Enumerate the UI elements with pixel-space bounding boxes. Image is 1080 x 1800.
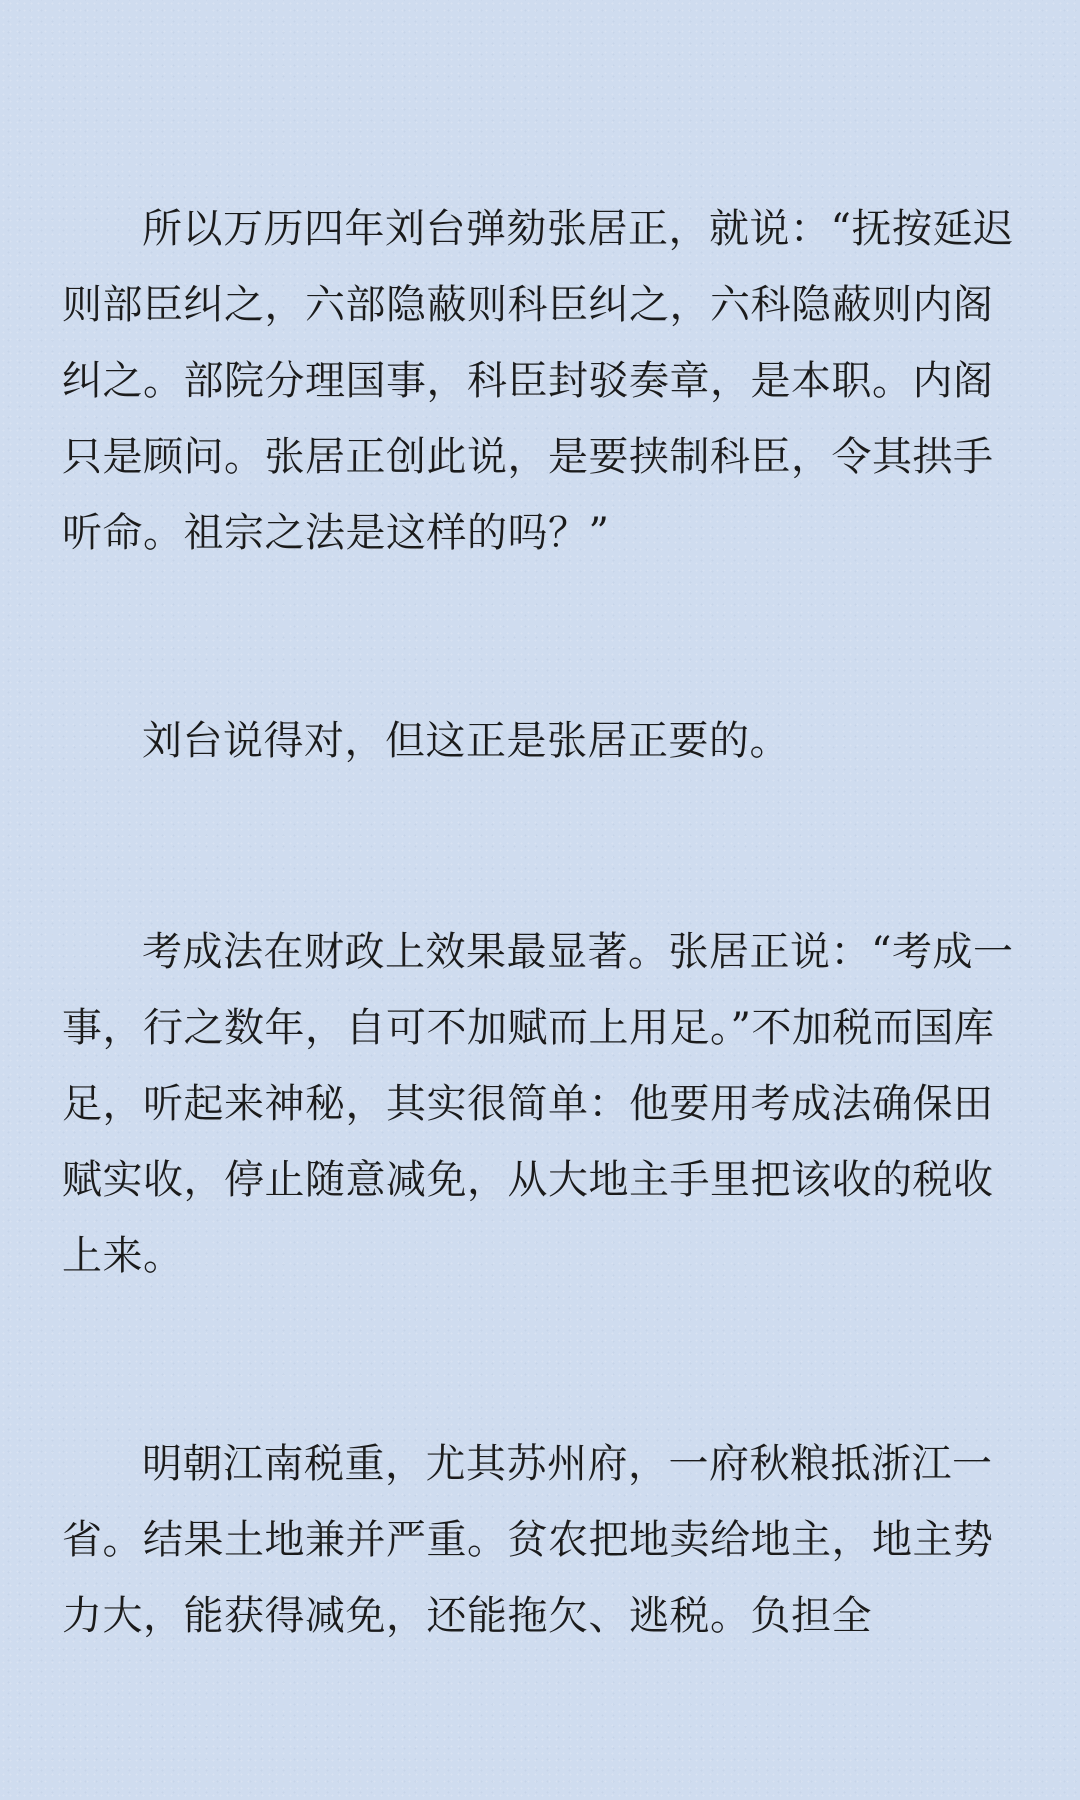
- paragraph-liu-tai-comment: 刘台说得对，但这正是张居正要的。: [142, 718, 790, 764]
- paragraph-jiangnan-tax: 明朝江南税重，尤其苏州府，一府秋粮抵浙江一省。结果土地兼并严重。贫农把地卖给地主，地主势力大，能获得减免，还能拖欠、逃税。负担全: [62, 1441, 994, 1639]
- paragraph-kaocheng-finance: 考成法在财政上效果最显著。张居正说：“考成一事，行之数年，自可不加赋而上用足。”不加税而国库足，听起来神秘，其实很简单：他要用考成法确保田赋实收，停止随意减免，从大地主手里把该收的税收上来。: [62, 929, 1014, 1279]
- paragraph-liu-tai-impeachment: 所以万历四年刘台弹劾张居正，就说：“抚按延迟则部臣纠之，六部隐蔽则科臣纠之，六科隐蔽则内阁纠之。部院分理国事，科臣封驳奏章，是本职。内阁只是顾问。张居正创此说，是要挟制科臣，令其拱手听命。祖宗之法是这样的吗？”: [62, 206, 1014, 556]
